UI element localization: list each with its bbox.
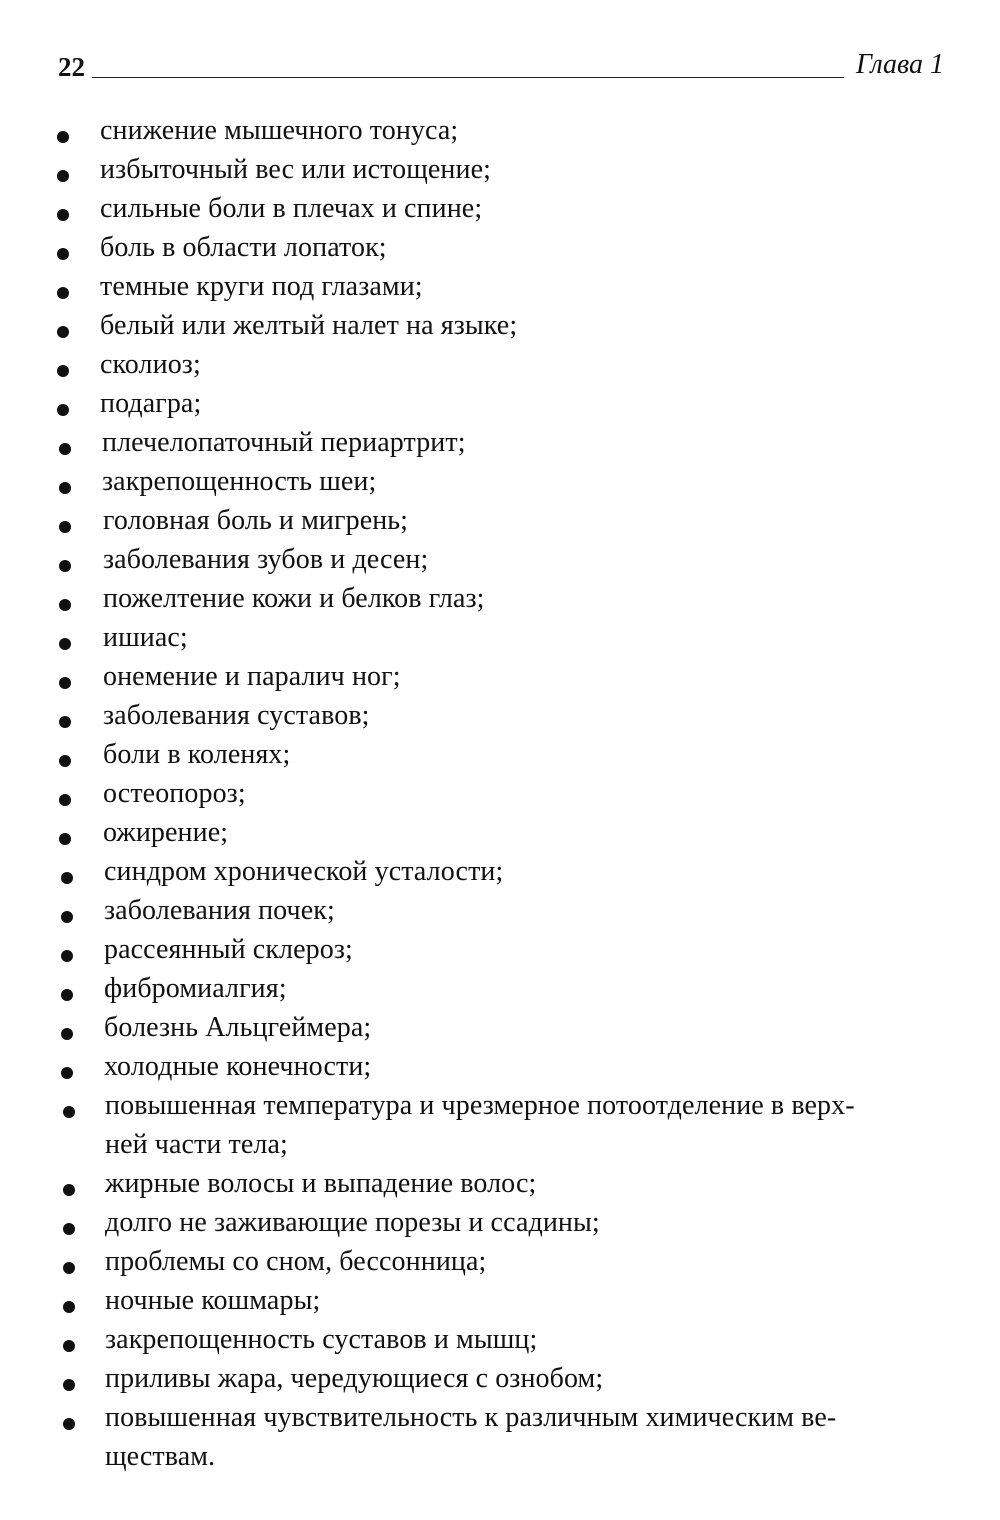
list-item [0,774,1000,813]
list-item [0,423,1000,462]
bullet-icon [59,716,71,728]
bullet-icon [57,326,69,338]
list-item [0,1242,1000,1281]
list-item-text: синдром хронической усталости; [104,856,504,887]
bullet-icon [59,521,71,533]
list-item [0,1008,1000,1047]
list-item-text: жирные волосы и выпадение волос; [105,1168,537,1199]
header-rule [92,77,844,78]
list-item [0,579,1000,618]
list-item-text: ночные кошмары; [105,1285,321,1316]
bullet-icon [59,755,71,767]
list-item-text: болезнь Альцгеймера; [104,1012,372,1043]
list-item-text: головная боль и мигрень; [103,505,409,536]
list-item [0,501,1000,540]
bullet-icon [63,1223,75,1235]
bullet-icon [59,599,71,611]
list-item [0,150,1000,189]
list-item-text: остеопороз; [103,778,246,809]
bullet-icon [57,365,69,377]
bullet-icon [61,989,73,1001]
list-item [0,1164,1000,1203]
list-item [0,1281,1000,1320]
chapter-title: Глава 1 [856,49,944,80]
list-item-text: приливы жара, чередующиеся с ознобом; [105,1363,604,1394]
list-item [0,345,1000,384]
list-item [0,1203,1000,1242]
list-item [0,540,1000,579]
bullet-icon [57,170,69,182]
list-item [0,696,1000,735]
list-item-text: повышенная температура и чрезмерное потоотделение в верх- ней части тела; [105,1090,855,1160]
list-item-text: долго не заживающие порезы и ссадины; [105,1207,600,1238]
list-item-text: сколиоз; [100,349,201,380]
list-item [0,969,1000,1008]
bullet-icon [59,638,71,650]
list-item-text: заболевания почек; [104,895,335,926]
list-item [0,1047,1000,1086]
list-item [0,852,1000,891]
bullet-icon [63,1418,75,1430]
bullet-icon [63,1340,75,1352]
bullet-icon [61,872,73,884]
list-item [0,657,1000,696]
bullet-icon [59,482,71,494]
list-item [0,228,1000,267]
list-item-text: повышенная чувствительность к различным химическим ве- ществам. [105,1402,837,1472]
bullet-icon [61,1067,73,1079]
list-item [0,618,1000,657]
bullet-icon [57,131,69,143]
list-item [0,1320,1000,1359]
bullet-icon [57,248,69,260]
list-item-text: ожирение; [103,817,229,848]
list-item-text: холодные конечности; [104,1051,372,1082]
bullet-icon [61,911,73,923]
list-item-text: темные круги под глазами; [100,271,423,302]
list-item [0,462,1000,501]
bullet-icon [57,209,69,221]
bullet-icon [57,287,69,299]
page-number: 22 [58,52,85,82]
list-item [0,267,1000,306]
list-item [0,1398,1000,1476]
list-item [0,189,1000,228]
bullet-icon [63,1301,75,1313]
list-item-text: проблемы со сном, бессонница; [105,1246,487,1277]
bullet-icon [59,443,71,455]
list-item-text: фибромиалгия; [104,973,287,1004]
bullet-icon [63,1379,75,1391]
list-item [0,306,1000,345]
running-head [58,50,944,84]
list-item-text: сильные боли в плечах и спине; [100,193,483,224]
list-item [0,1086,1000,1164]
list-item [0,384,1000,423]
bullet-icon [59,833,71,845]
list-item-text: закрепощенность шеи; [102,466,377,497]
list-item-text: рассеянный склероз; [104,934,353,965]
list-item [0,1359,1000,1398]
bullet-icon [57,404,69,416]
list-item-text: онемение и паралич ног; [103,661,401,692]
list-item [0,735,1000,774]
list-item-text: заболевания суставов; [103,700,370,731]
list-item-text: снижение мышечного тонуса; [100,115,459,146]
bullet-icon [59,794,71,806]
bullet-icon [59,560,71,572]
symptom-list [0,111,1000,1476]
list-item-text: пожелтение кожи и белков глаз; [103,583,485,614]
list-item-text: избыточный вес или истощение; [100,154,492,185]
list-item [0,813,1000,852]
list-item-text: плечелопаточный периартрит; [102,427,466,458]
list-item-text: закрепощенность суставов и мышц; [105,1324,538,1355]
list-item-text: заболевания зубов и десен; [103,544,429,575]
bullet-icon [61,950,73,962]
list-item-text: белый или желтый налет на языке; [100,310,518,341]
bullet-icon [59,677,71,689]
bullet-icon [63,1184,75,1196]
list-item-text: ишиас; [103,622,188,653]
list-item [0,930,1000,969]
list-item-text: подагра; [100,388,202,419]
list-item [0,891,1000,930]
list-item-text: боли в коленях; [103,739,291,770]
bullet-icon [61,1028,73,1040]
list-item [0,111,1000,150]
bullet-icon [63,1262,75,1274]
bullet-icon [63,1106,75,1118]
list-item-text: боль в области лопаток; [100,232,387,263]
